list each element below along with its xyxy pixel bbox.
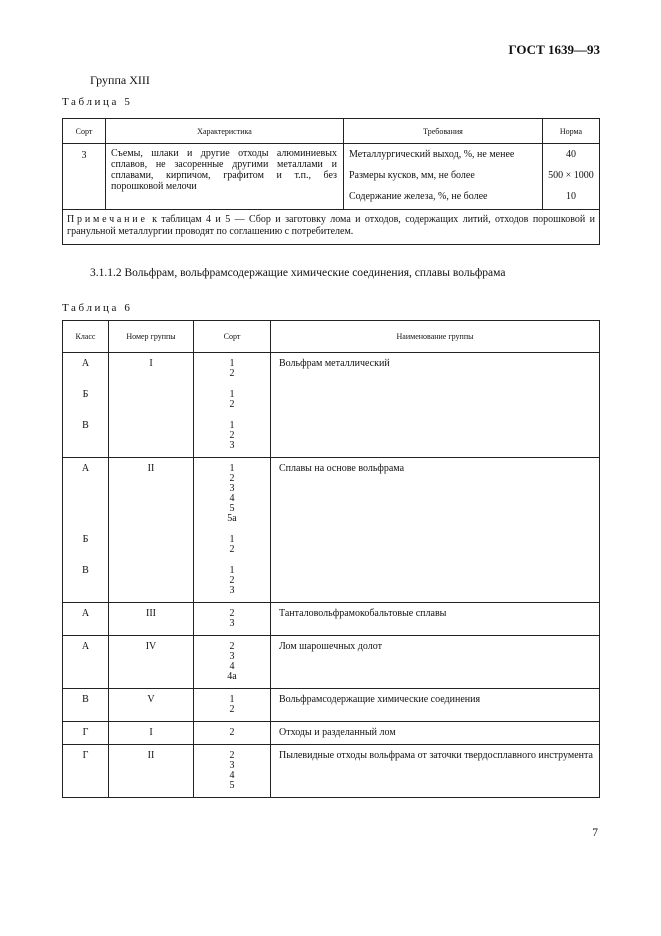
sort-cell: [194, 353, 271, 458]
table5-caption-word: Таблица: [62, 96, 119, 108]
group-number-cell: [109, 603, 194, 636]
sort-value: 2: [229, 575, 235, 586]
class-value: В: [82, 420, 89, 431]
sort-cell: [194, 722, 271, 745]
table-6: [62, 320, 600, 798]
group-name-cell: [271, 603, 600, 636]
table6-header-class: Класс: [63, 321, 109, 353]
sort-value: 2: [229, 473, 235, 484]
group-number-value: IV: [145, 641, 157, 652]
sort-value: 1: [229, 358, 235, 369]
class-value: А: [81, 608, 90, 619]
table5-header-requirements: Требования: [344, 119, 543, 144]
norm-value: 40: [566, 149, 576, 160]
group-number-cell: [109, 689, 194, 722]
sort-value: 1: [229, 389, 235, 400]
class-cell: [63, 689, 109, 722]
table5-caption: [62, 96, 132, 108]
table6-header-group-name: Наименование группы: [271, 321, 600, 353]
sort-cell: [194, 745, 271, 798]
table6-header-group-number: Номер группы: [109, 321, 194, 353]
table5-header-sort: Сорт: [63, 119, 106, 144]
spacer: [63, 514, 108, 524]
note-label: Примечание: [67, 214, 148, 225]
table5-characteristic-cell: Съемы, шлаки и другие отходы алюминиевых сплавов, не засоренные другими металлами и сплавами, кирпичом, графитом и т.п., без порошковой мелочи: [106, 144, 344, 210]
group-name-text: Вольфрам металлический: [279, 358, 390, 369]
spacer: [63, 705, 108, 715]
group-name-text: Танталовольфрамокобальтовые сплавы: [279, 608, 447, 619]
sort-value: 3: [229, 618, 235, 629]
table-row: [63, 745, 600, 798]
group-name-text: Отходы и разделанный лом: [279, 727, 396, 738]
group-name-text: Пылевидные отходы вольфрама от заточки твердосплавного инструмента: [279, 750, 593, 761]
table6-header-sort: Сорт: [194, 321, 271, 353]
group-name-text: Лом шарошечных долот: [279, 641, 382, 652]
group-name-cell: [271, 353, 600, 458]
sort-value: 4: [229, 493, 235, 504]
class-value: В: [82, 565, 89, 576]
table-row: [63, 689, 600, 722]
table-5: [62, 118, 600, 245]
class-value: В: [82, 694, 89, 705]
sort-value: 1: [229, 565, 235, 576]
class-cell: [63, 353, 109, 458]
table-row: [63, 353, 600, 458]
class-cell: [63, 722, 109, 745]
sort-value: 4: [229, 661, 235, 672]
table6-caption-word: Таблица: [62, 302, 119, 314]
sort-value: 3: [229, 651, 235, 662]
spacer: [63, 619, 108, 629]
table-row: [63, 603, 600, 636]
sort-value: 3: [229, 585, 235, 596]
table5-requirements-cell: [344, 144, 543, 210]
sort-value: 1: [229, 534, 235, 545]
table5-header-characteristic: Характеристика: [106, 119, 344, 144]
table5-header-norm: Норма: [543, 119, 600, 144]
class-value: Б: [82, 534, 89, 545]
requirement-item: Металлургический выход, %, не менее: [349, 149, 515, 160]
class-value: Г: [82, 750, 89, 761]
group-number-cell: [109, 458, 194, 603]
class-value: А: [81, 641, 90, 652]
group-number-cell: [109, 353, 194, 458]
table5-header-row: [63, 119, 600, 144]
group-name-cell: [271, 689, 600, 722]
sort-cell: [194, 689, 271, 722]
sort-value: 3: [229, 760, 235, 771]
sort-value: 2: [229, 608, 235, 619]
table-row: [63, 722, 600, 745]
sort-value: 2: [229, 544, 235, 555]
class-value: Б: [82, 389, 89, 400]
group-name-cell: [271, 458, 600, 603]
sort-cell: [194, 603, 271, 636]
class-value: Г: [82, 727, 89, 738]
table6-caption: [62, 302, 132, 314]
sort-value: 3: [229, 483, 235, 494]
document-header: ГОСТ 1639—93: [508, 42, 600, 57]
spacer: [63, 781, 108, 791]
spacer: [63, 441, 108, 451]
sort-value: 1: [229, 420, 235, 431]
page-number: 7: [592, 827, 598, 839]
group-name-cell: [271, 722, 600, 745]
group-name-text: Сплавы на основе вольфрама: [279, 463, 405, 474]
group-number-cell: [109, 636, 194, 689]
sort-value: 2: [229, 399, 235, 410]
class-cell: [63, 636, 109, 689]
spacer: [63, 400, 108, 410]
spacer: [63, 586, 108, 596]
table5-note: [63, 210, 600, 245]
table5-row: [63, 144, 600, 210]
table5-note-row: [63, 210, 600, 245]
table6-caption-number: 6: [124, 302, 133, 314]
section-heading: 3.1.1.2 Вольфрам, вольфрамсодержащие химические соединения, сплавы вольфрама: [90, 267, 506, 279]
sort-value: 2: [229, 641, 235, 652]
class-cell: [63, 603, 109, 636]
group-title: Группа XIII: [90, 73, 150, 87]
group-number-value: II: [147, 463, 155, 474]
sort-value: 4: [229, 770, 235, 781]
table5-caption-number: 5: [124, 96, 133, 108]
requirement-item: Размеры кусков, мм, не более: [349, 170, 475, 181]
group-number-value: I: [149, 358, 153, 369]
class-value: А: [81, 358, 90, 369]
sort-cell: [194, 636, 271, 689]
table6-header-row: [63, 321, 600, 353]
table-row: [63, 636, 600, 689]
norm-value: 10: [566, 191, 576, 202]
sort-value: 1: [229, 463, 235, 474]
group-number-cell: [109, 745, 194, 798]
spacer: [63, 545, 108, 555]
group-name-text: Вольфрамсодержащие химические соединения: [279, 694, 481, 705]
spacer: [63, 369, 108, 379]
sort-value: 3: [229, 440, 235, 451]
table-row: [63, 458, 600, 603]
note-text: к таблицам 4 и 5 — Сбор и заготовку лома и отходов, содержащих литий, отходов порошковой и гранульной металлургии проводят по соглашению с потребителем.: [67, 214, 595, 237]
table5-norm-cell: [543, 144, 600, 210]
group-name-cell: [271, 636, 600, 689]
sort-value: 4а: [227, 671, 237, 682]
group-number-value: II: [147, 750, 155, 761]
sort-value: 2: [229, 704, 235, 715]
group-number-value: V: [147, 694, 155, 705]
sort-value: 5: [229, 780, 235, 791]
sort-value: 2: [229, 430, 235, 441]
sort-cell: [194, 458, 271, 603]
table5-sort-cell: 3: [63, 144, 106, 210]
class-cell: [63, 745, 109, 798]
spacer: [63, 672, 108, 682]
class-value: А: [81, 463, 90, 474]
group-number-value: I: [149, 727, 153, 738]
sort-value: 2: [229, 727, 235, 738]
norm-value: 500 × 1000: [548, 170, 594, 181]
sort-value: 1: [229, 694, 235, 705]
sort-value: 2: [229, 368, 235, 379]
class-cell: [63, 458, 109, 603]
group-number-cell: [109, 722, 194, 745]
sort-value: 5: [229, 503, 235, 514]
group-number-value: III: [146, 608, 156, 619]
sort-value: 5а: [227, 513, 237, 524]
requirement-item: Содержание железа, %, не более: [349, 191, 488, 202]
sort-value: 2: [229, 750, 235, 761]
group-name-cell: [271, 745, 600, 798]
